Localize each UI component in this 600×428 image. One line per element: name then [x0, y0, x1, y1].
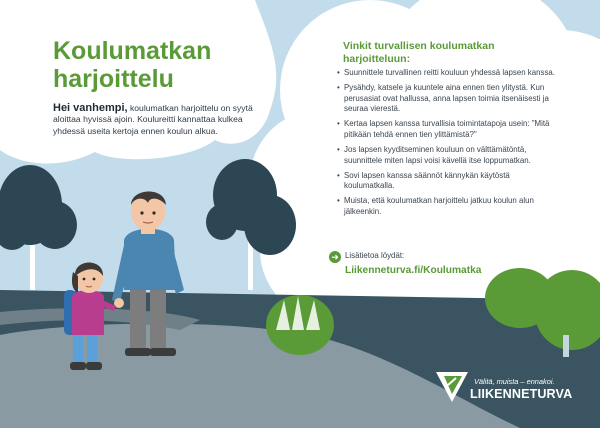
arrow-right-icon: ➜ [329, 251, 341, 263]
tip-item: • Kertaa lapsen kanssa turvallisia toimintatapoja usein: "Mitä pitikään tehdä ennen tien ylittämistä?" [337, 119, 559, 140]
more-info-link[interactable]: Liikenneturva.fi/Koulumatka [345, 265, 482, 276]
tips-title: Vinkit turvallisen koulumatkan harjoitteluun: [343, 40, 495, 65]
tip-item: • Suunnittele turvallinen reitti kouluun yhdessä lapsen kanssa. [337, 68, 559, 79]
bush-center [266, 295, 334, 355]
tips-list [337, 68, 559, 222]
headline [53, 37, 273, 93]
headline-line-1: Koulumatkan [53, 37, 212, 65]
intro-text: koulumatkan harjoittelu on syytä aloittaa hyvissä ajoin. Koulureitti kannattaa kulkea yhdessä useita kertoja ennen koulun alkua. [53, 103, 253, 136]
intro-lead: Hei vanhempi, [53, 102, 128, 114]
tip-item: • Sovi lapsen kanssa säännöt kännykän käytöstä koulumatkalla. [337, 171, 559, 192]
more-info-label: Lisätietoa löydät: [345, 251, 405, 260]
tip-item: • Jos lapsen kyyditseminen kouluun on välttämätöntä, suunnittele miten lapsi voisi kävellä itse loppumatkan. [337, 145, 559, 166]
brand-name: LIIKENNETURVA [470, 387, 573, 401]
brand-tagline: Välitä, muista – ennakoi. [474, 377, 555, 386]
tip-item: • Pysähdy, katsele ja kuuntele aina ennen tien ylitystä. Kun perusasiat ovat hallussa, anna lapsen toimia itsenäisesti ja seuraa vierestä. [337, 83, 559, 115]
tip-item: • Muista, että koulumatkan harjoittelu jatkuu koulun alun jälkeenkin. [337, 196, 559, 217]
headline-line-2: harjoittelu [53, 65, 174, 93]
intro-paragraph [53, 103, 253, 137]
